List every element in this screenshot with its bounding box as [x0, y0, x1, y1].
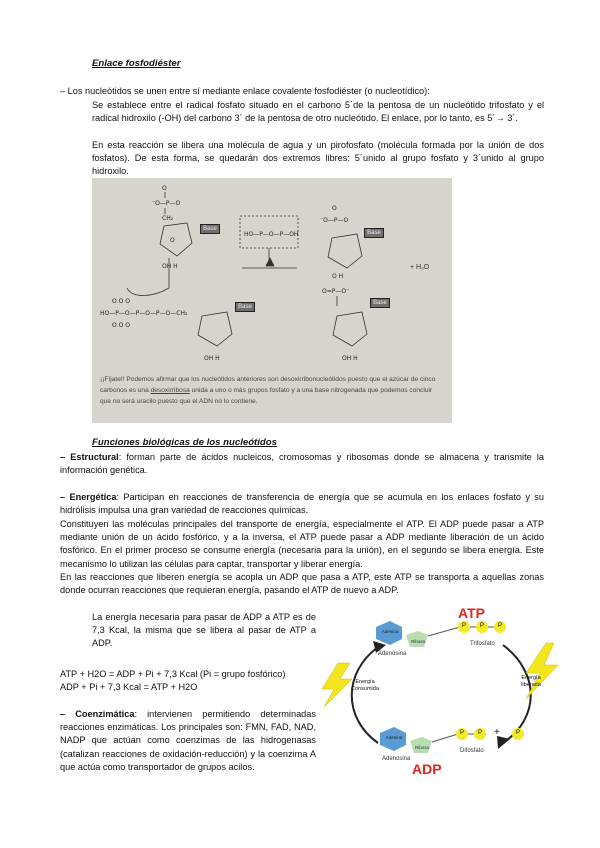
paragraph-enlace-1: Se establece entre el radical fosfato situado en el carbono 5´de la pentosa de un nucleótido trifosfato y el radical hidroxilo (-OH) del carbono 3´ de la pentosa de otro nucleótido. El enlace, por lo tanto, es 5´→ 3´. [92, 100, 544, 124]
base-label-2: Base [235, 302, 255, 312]
water-label: + H₂O [410, 264, 430, 271]
paragraph-enlace-2: En esta reacción se libera una molécula de agua y un pirofosfato (molécula formada por la unión de dos fosfatos). De esta forma, se quedarán dos extremos libres: 5´unido al grupo fosfato y 3´unido al grupo hidroxilo. [92, 140, 544, 177]
atp-label: ATP [458, 605, 485, 621]
adp-label: ADP [412, 761, 442, 777]
energetica-label: – Energética [60, 492, 117, 502]
difosfato-label: Difosfato [460, 748, 484, 754]
caption-suffix: unida a uno o más grupos fosfato y a una base nitrogenada que podemos concluir que no será uracilo puesto que el ADN no lo contiene. [100, 387, 433, 406]
energia-consumida-label: Energía Consumida [351, 679, 379, 692]
svg-text:O H: O H [332, 273, 344, 280]
energia-liberada-label: Energía liberada [521, 675, 541, 688]
ribosa-label-adp: Ribosa [414, 745, 429, 750]
phosphate-free: P [515, 730, 520, 736]
svg-text:CH₂: CH₂ [162, 215, 174, 222]
caption-link: desoxirribosa [150, 387, 190, 395]
svg-text:⁻O—P—O: ⁻O—P—O [320, 217, 349, 224]
phosphate-atp-1: P [461, 623, 466, 629]
estructural-text: : forman parte de ácidos nucleicos, cromosomas y ribosomas donde se almacena y transmite la información genética. [60, 452, 544, 476]
caption-prefix: ¡¡Fíjate!! Podemos afirmar que los nucleótidos anteriores son desoxirribonucleótidos puesto que el azúcar de cinco carbonos es una [100, 376, 436, 395]
phosphate-atp-3: P [497, 623, 502, 629]
plus-sign: + [494, 727, 500, 738]
adenina-label-atp: Adenina [381, 629, 399, 634]
section-title-enlace: Enlace fosfodiéster [92, 58, 181, 69]
energetica-text: : Participan en reacciones de transferencia de energía que se acumula en los enlaces fosfato y su hidrólisis impulsa una gran variedad de reacciones químicas. [60, 492, 544, 516]
svg-text:OH H: OH H [162, 263, 178, 270]
paragraph-energia: La energía necesaria para pasar de ADP a ATP es de 7,3 Kcal, la misma que se libera al pasar de ATP a ADP. [92, 612, 316, 649]
svg-text:O O O: O O O [112, 322, 130, 329]
trifosfato-label: Trifosfato [470, 641, 495, 647]
base-label-1: Base [200, 224, 220, 234]
atp-adp-cycle-diagram [318, 603, 560, 779]
equation-1: ATP + H2O = ADP + Pi + 7,3 Kcal (Pi = grupo fosfórico) [60, 669, 286, 679]
svg-text:⁻O—P—O: ⁻O—P—O [152, 200, 181, 207]
ribosa-label-atp: Ribosa [410, 639, 425, 644]
adenosina-label-adp: Adenosina [382, 756, 411, 762]
svg-text:O: O [170, 237, 175, 244]
svg-text:OH H: OH H [342, 355, 358, 362]
energetica-paragraph [60, 491, 544, 517]
paragraph-transporte: Constituyen las moléculas principales del transporte de energía, especialmente el ATP. El ADP puede pasar a ATP mediante unión de un ácido fosfórico, y a la inversa, el ATP puede pasar a ADP mediante liberación de un ácido fosfórico. En el primer proceso se consume energía (necesaria para la unión), en el segundo se libera energía. Este mecanismo lo utilizan las células para captar, transportar y liberar energía. [60, 519, 544, 569]
base-label-3: Base [364, 228, 384, 238]
coenzimatica-paragraph [60, 708, 316, 774]
svg-text:O=P—O⁻: O=P—O⁻ [322, 288, 350, 295]
phosphate-atp-2: P [479, 623, 484, 629]
energy-bolt-right-icon [526, 643, 558, 699]
base-label-4: Base [370, 298, 390, 308]
estructural-label: – Estructural [60, 452, 119, 462]
coenzimatica-text: : intervienen permitiendo determinadas reacciones enzimáticas. Los principales son: FMN, FAD, NAD, NADP que actúan como coenzimas de las hidrogenasas (catalizan reacciones de oxidación-reducción) y la coenzima A que actúa como transportador de grupos acilos. [60, 709, 316, 772]
svg-text:O: O [332, 205, 337, 212]
phosphate-adp-1: P [459, 730, 464, 736]
adenina-label-adp: Adenina [385, 735, 403, 740]
svg-text:OH H: OH H [204, 355, 220, 362]
estructural-paragraph [60, 451, 544, 477]
figure-caption [100, 374, 442, 408]
intro-text: – Los nucleótidos se unen entre sí mediante enlace covalente fosfodiéster (o nucleotídico): [60, 86, 430, 96]
paragraph-acople: En las reacciones que liberen energía se acopla un ADP que pasa a ATP, este ATP se transporta a aquellas zonas donde ocurran reacciones que requieran energía, pasando el ATP de nuevo a ADP. [60, 572, 544, 596]
section-title-funciones: Funciones biológicas de los nucleótidos [92, 437, 277, 448]
reaction-photo [92, 178, 452, 423]
svg-text:O O O: O O O [112, 298, 130, 305]
svg-text:O: O [162, 185, 167, 192]
svg-text:HO—P—O—P—OH: HO—P—O—P—OH [244, 231, 299, 238]
phosphate-adp-2: P [477, 730, 482, 736]
svg-text:HO—P—O—P—O—P—O—CH₂: HO—P—O—P—O—P—O—CH₂ [100, 310, 188, 317]
coenzimatica-label: – Coenzimática [60, 709, 135, 719]
equation-2: ADP + Pi + 7,3 Kcal = ATP + H2O [60, 682, 198, 692]
adenosina-label-atp: Adenosina [378, 651, 407, 657]
